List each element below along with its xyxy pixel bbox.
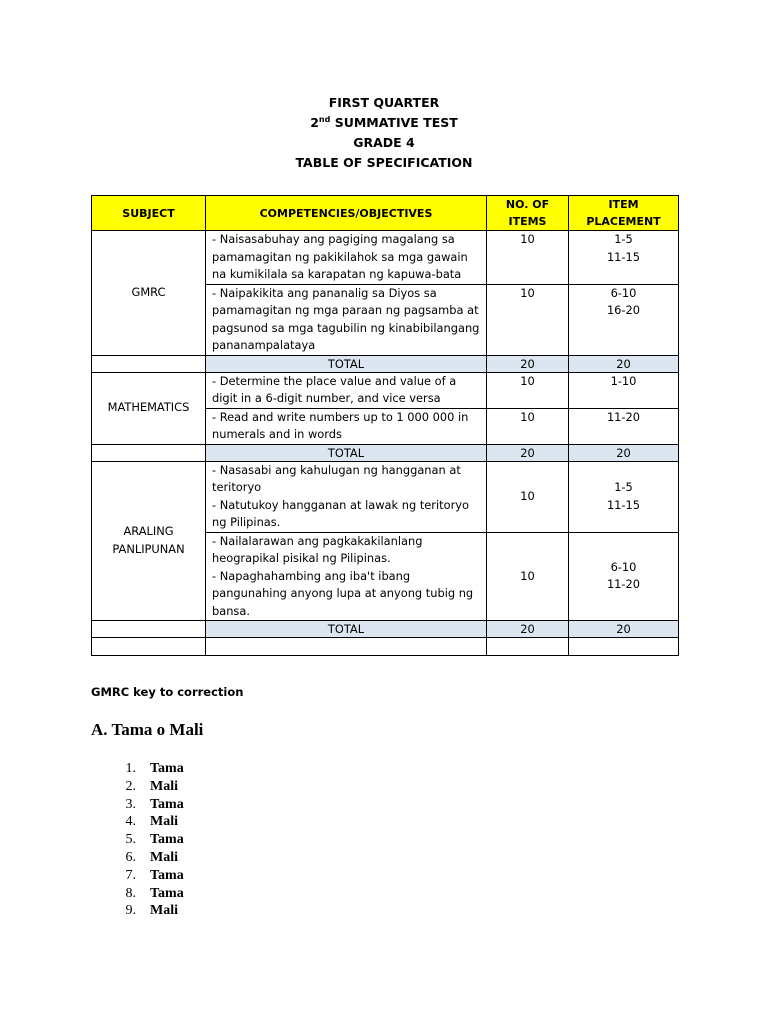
list-item: 3. Tama: [125, 796, 184, 812]
answer-key-label: GMRC key to correction: [91, 685, 244, 699]
items-cell: 10: [487, 461, 569, 532]
list-item: 6. Mali: [125, 849, 178, 865]
total-placement: 20: [569, 621, 679, 638]
column-header-competencies: COMPETENCIES/OBJECTIVES: [206, 196, 487, 231]
table-title: TABLE OF SPECIFICATION: [295, 155, 473, 170]
grade-title: GRADE 4: [353, 135, 415, 150]
column-header-subject: SUBJECT: [92, 196, 206, 231]
list-item: 8. Tama: [125, 885, 184, 901]
table-row: [92, 461, 679, 532]
list-item: 9. Mali: [125, 903, 178, 919]
competency-cell: - Naipakikita ang pananalig sa Diyos sa pamamagitan ng mga paraan ng pagsamba at pagsunod sa mga tagubilin ng kinabibilangang pananampalataya: [206, 284, 487, 355]
subject-cell-mathematics: MATHEMATICS: [92, 372, 206, 444]
total-row-mathematics: [92, 444, 679, 461]
items-cell: 10: [487, 284, 569, 355]
placement-cell: 6-10 11-20: [569, 532, 679, 621]
column-header-placement: ITEM PLACEMENT: [569, 196, 679, 231]
total-items: 20: [487, 355, 569, 372]
quarter-title: FIRST QUARTER: [328, 95, 440, 110]
total-label: TOTAL: [206, 621, 487, 638]
competency-cell: - Read and write numbers up to 1 000 000 in numerals and in words: [206, 408, 487, 444]
competency-cell: - Determine the place value and value of a digit in a 6-digit number, and vice versa: [206, 372, 487, 408]
total-row-araling-panlipunan: [92, 621, 679, 638]
competency-cell: - Naisasabuhay ang pagiging magalang sa pamamagitan ng pakikilahok sa mga gawain na kumikilala sa karapatan ng kapuwa-bata: [206, 231, 487, 285]
table-header-row: [92, 196, 679, 231]
column-header-items: NO. OF ITEMS: [487, 196, 569, 231]
table-row: [92, 372, 679, 408]
total-placement: 20: [569, 444, 679, 461]
items-cell: 10: [487, 408, 569, 444]
total-items: 20: [487, 444, 569, 461]
table-row: [92, 231, 679, 285]
placement-cell: 1-5 11-15: [569, 231, 679, 285]
list-item: 5. Tama: [125, 832, 184, 848]
list-item: 7. Tama: [125, 867, 184, 883]
subject-cell-gmrc: GMRC: [92, 231, 206, 356]
subject-cell-araling-panlipunan: ARALING PANLIPUNAN: [92, 461, 206, 621]
empty-row: [92, 638, 679, 656]
placement-cell: 11-20: [569, 408, 679, 444]
list-item: 1. Tama: [125, 761, 184, 776]
competency-cell: - Nailalarawan ang pagkakakilanlang heograpikal pisikal ng Pilipinas. - Napaghahambing ang iba't ibang pangunahing anyong lupa at anyong tubig ng bansa.: [206, 532, 487, 621]
placement-cell: 1-10: [569, 372, 679, 408]
items-cell: 10: [487, 532, 569, 621]
items-cell: 10: [487, 231, 569, 285]
list-item: 2. Mali: [125, 778, 178, 794]
total-placement: 20: [569, 355, 679, 372]
specification-table: [91, 195, 679, 656]
list-item: 4. Mali: [125, 814, 178, 830]
competency-cell: - Nasasabi ang kahulugan ng hangganan at teritoryo - Natutukoy hangganan at lawak ng teritoryo ng Pilipinas.: [206, 461, 487, 532]
total-items: 20: [487, 621, 569, 638]
document-header: [0, 93, 768, 173]
placement-cell: 1-5 11-15: [569, 461, 679, 532]
section-title: A. Tama o Mali: [91, 720, 204, 739]
items-cell: 10: [487, 372, 569, 408]
total-row-gmrc: [92, 355, 679, 372]
test-title: 2nd SUMMATIVE TEST: [310, 115, 458, 130]
placement-cell: 6-10 16-20: [569, 284, 679, 355]
total-label: TOTAL: [206, 444, 487, 461]
answer-list: [108, 760, 184, 920]
total-label: TOTAL: [206, 355, 487, 372]
